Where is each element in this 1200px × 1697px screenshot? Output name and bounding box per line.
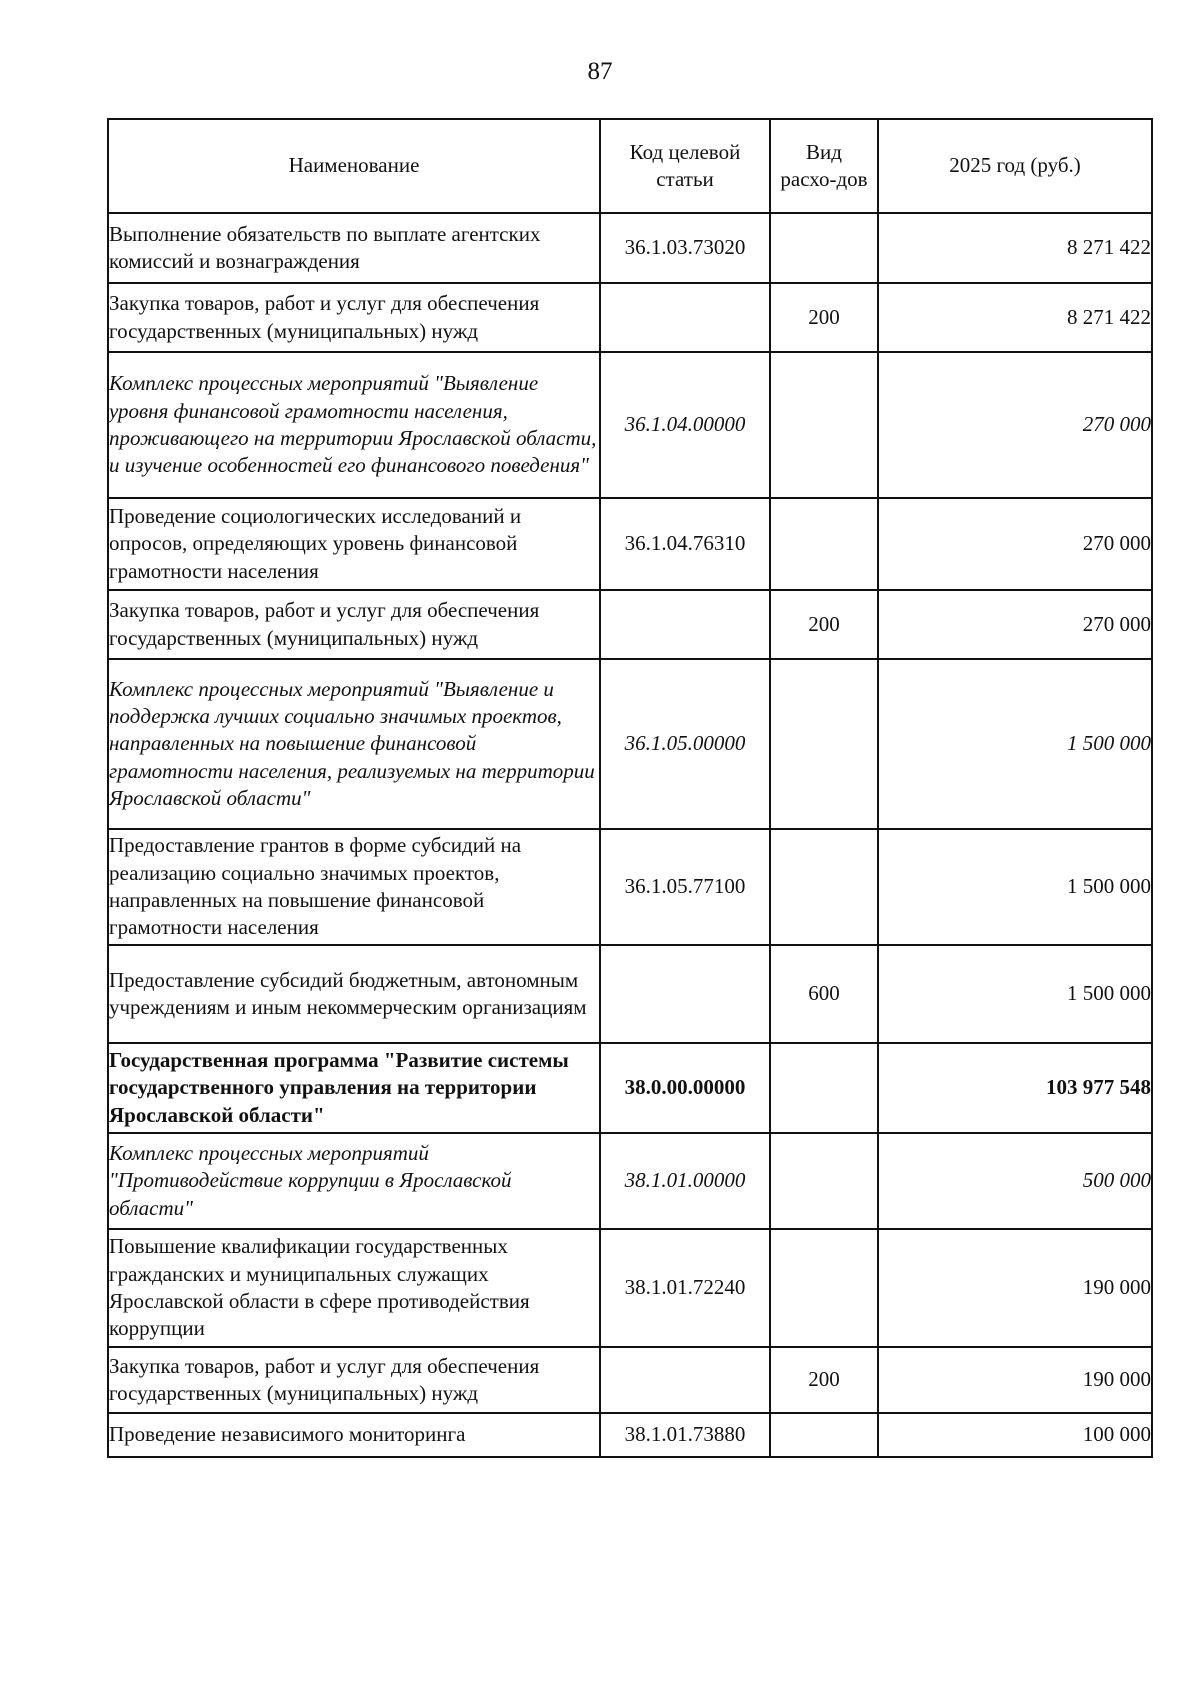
row-name: Повышение квалификации государственных гражданских и муниципальных служащих Ярославской области в сфере противодействия коррупции: [108, 1229, 600, 1347]
header-amount: 2025 год (руб.): [878, 119, 1152, 213]
row-kind: [770, 1043, 878, 1133]
row-code: 38.1.01.00000: [600, 1133, 770, 1229]
table-row: [108, 498, 1152, 590]
row-kind: [770, 498, 878, 590]
row-amount: 1 500 000: [878, 659, 1152, 829]
table-row: [108, 829, 1152, 945]
row-code: [600, 1347, 770, 1413]
header-name: Наименование: [108, 119, 600, 213]
row-name: Закупка товаров, работ и услуг для обеспечения государственных (муниципальных) нужд: [108, 283, 600, 352]
table-row: [108, 213, 1152, 283]
row-amount: 8 271 422: [878, 213, 1152, 283]
row-kind: [770, 1413, 878, 1457]
row-amount: 270 000: [878, 352, 1152, 498]
row-kind: 200: [770, 1347, 878, 1413]
row-name: Комплекс процессных мероприятий "Выявление уровня финансовой грамотности населения, проживающего на территории Ярославской области, и изучение особенностей его финансового поведения": [108, 352, 600, 498]
complex-row: [108, 352, 1152, 498]
header-kind: Вид расхо-дов: [770, 119, 878, 213]
row-name: Комплекс процессных мероприятий "Противодействие коррупции в Ярославской области": [108, 1133, 600, 1229]
row-amount: 1 500 000: [878, 829, 1152, 945]
row-kind: 200: [770, 590, 878, 659]
row-code: [600, 283, 770, 352]
row-kind: [770, 213, 878, 283]
row-name: Предоставление субсидий бюджетным, автономным учреждениям и иным некоммерческим организациям: [108, 945, 600, 1043]
row-name: Проведение независимого мониторинга: [108, 1413, 600, 1457]
table-row: [108, 945, 1152, 1043]
row-amount: 103 977 548: [878, 1043, 1152, 1133]
row-kind: 600: [770, 945, 878, 1043]
table-row: [108, 1347, 1152, 1413]
row-code: [600, 590, 770, 659]
header-code: Код целевой статьи: [600, 119, 770, 213]
budget-table: [107, 118, 1153, 1458]
table-row: [108, 1229, 1152, 1347]
row-amount: 100 000: [878, 1413, 1152, 1457]
row-kind: [770, 1229, 878, 1347]
row-code: [600, 945, 770, 1043]
row-name: Государственная программа "Развитие системы государственного управления на территории Ярославской области": [108, 1043, 600, 1133]
table-row: [108, 283, 1152, 352]
table-header-row: [108, 119, 1152, 213]
complex-row: [108, 1133, 1152, 1229]
row-name: Предоставление грантов в форме субсидий на реализацию социально значимых проектов, направленных на повышение финансовой грамотности населения: [108, 829, 600, 945]
table-row: [108, 1413, 1152, 1457]
row-code: 36.1.03.73020: [600, 213, 770, 283]
row-kind: [770, 829, 878, 945]
row-code: 36.1.05.77100: [600, 829, 770, 945]
row-name: Комплекс процессных мероприятий "Выявление и поддержка лучших социально значимых проектов, направленных на повышение финансовой грамотности населения, реализуемых на территории Ярославской области": [108, 659, 600, 829]
row-kind: [770, 659, 878, 829]
row-amount: 1 500 000: [878, 945, 1152, 1043]
complex-row: [108, 659, 1152, 829]
row-kind: 200: [770, 283, 878, 352]
row-name: Закупка товаров, работ и услуг для обеспечения государственных (муниципальных) нужд: [108, 1347, 600, 1413]
table-body: [108, 213, 1152, 1457]
row-code: 38.1.01.73880: [600, 1413, 770, 1457]
row-code: 36.1.04.00000: [600, 352, 770, 498]
program-row: [108, 1043, 1152, 1133]
row-amount: 190 000: [878, 1229, 1152, 1347]
row-amount: 500 000: [878, 1133, 1152, 1229]
row-code: 36.1.04.76310: [600, 498, 770, 590]
row-name: Выполнение обязательств по выплате агентских комиссий и вознаграждения: [108, 213, 600, 283]
row-code: 38.1.01.72240: [600, 1229, 770, 1347]
row-amount: 8 271 422: [878, 283, 1152, 352]
row-amount: 190 000: [878, 1347, 1152, 1413]
table-row: [108, 590, 1152, 659]
row-amount: 270 000: [878, 498, 1152, 590]
row-amount: 270 000: [878, 590, 1152, 659]
row-name: Закупка товаров, работ и услуг для обеспечения государственных (муниципальных) нужд: [108, 590, 600, 659]
row-kind: [770, 1133, 878, 1229]
row-code: 38.0.00.00000: [600, 1043, 770, 1133]
page-number: 87: [587, 58, 613, 85]
row-name: Проведение социологических исследований и опросов, определяющих уровень финансовой грамотности населения: [108, 498, 600, 590]
row-code: 36.1.05.00000: [600, 659, 770, 829]
row-kind: [770, 352, 878, 498]
